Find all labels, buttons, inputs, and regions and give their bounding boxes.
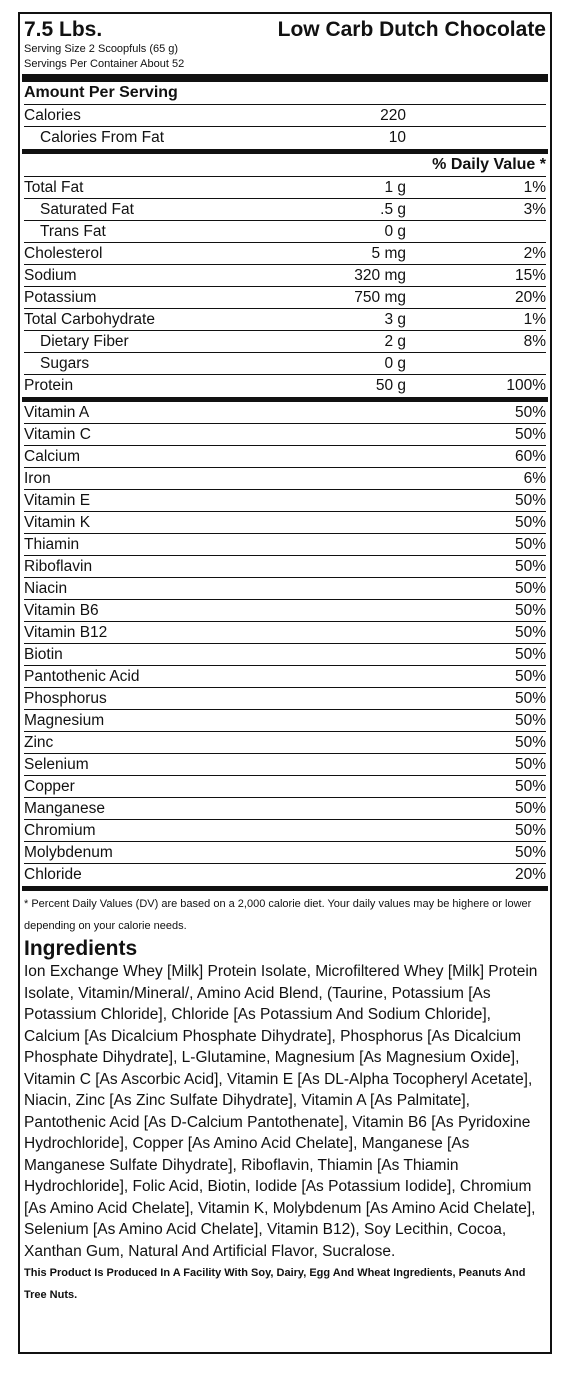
nutrient-name: Total Fat bbox=[24, 179, 84, 196]
nutrient-daily-value: 2% bbox=[523, 245, 546, 262]
vitamin-row bbox=[24, 776, 546, 798]
label-header bbox=[24, 14, 546, 42]
vitamin-name: Pantothenic Acid bbox=[24, 668, 140, 685]
amount-per-serving: Amount Per Serving bbox=[24, 82, 546, 105]
daily-value-footnote: * Percent Daily Values (DV) are based on a 2,000 calorie diet. Your daily values may be highere or lower depending on your calorie needs. bbox=[24, 898, 532, 932]
vitamin-daily-value: 50% bbox=[514, 778, 546, 795]
vitamin-daily-value: 50% bbox=[514, 756, 546, 773]
nutrient-amount: .5 g bbox=[380, 201, 406, 218]
vitamin-name: Manganese bbox=[24, 800, 106, 817]
vitamin-row bbox=[24, 600, 546, 622]
vitamin-name: Riboflavin bbox=[24, 558, 93, 575]
vitamin-name: Iron bbox=[24, 470, 51, 487]
vitamin-daily-value: 50% bbox=[514, 602, 546, 619]
net-weight: 7.5 Lbs. bbox=[24, 18, 103, 41]
calories-from-fat-row bbox=[24, 127, 546, 149]
nutrient-row bbox=[24, 375, 546, 397]
nutrient-name: Cholesterol bbox=[24, 245, 103, 262]
vitamin-row bbox=[24, 490, 546, 512]
vitamin-row bbox=[24, 402, 546, 424]
nutrient-name: Protein bbox=[24, 377, 74, 394]
allergen-statement: This Product Is Produced In A Facility With Soy, Dairy, Egg And Wheat Ingredients, Peanuts And Tree Nuts. bbox=[24, 1267, 526, 1301]
ingredients-title: Ingredients bbox=[24, 937, 138, 960]
vitamin-name: Biotin bbox=[24, 646, 63, 663]
vitamin-daily-value: 6% bbox=[523, 470, 546, 487]
vitamin-row bbox=[24, 578, 546, 600]
nutrient-amount: 2 g bbox=[384, 333, 406, 350]
calories-from-fat-value: 10 bbox=[388, 129, 406, 146]
nutrient-row bbox=[24, 331, 546, 353]
nutrient-daily-value: 1% bbox=[523, 311, 546, 328]
vitamin-name: Vitamin B6 bbox=[24, 602, 99, 619]
vitamin-daily-value: 50% bbox=[514, 580, 546, 597]
calories-from-fat-label: Calories From Fat bbox=[40, 129, 165, 146]
vitamin-name: Niacin bbox=[24, 580, 68, 597]
divider-medium bbox=[22, 886, 548, 891]
vitamin-name: Chloride bbox=[24, 866, 82, 883]
vitamin-row bbox=[24, 710, 546, 732]
vitamin-row bbox=[24, 424, 546, 446]
vitamin-daily-value: 50% bbox=[514, 426, 546, 443]
nutrient-daily-value: 100% bbox=[506, 377, 546, 394]
vitamin-daily-value: 50% bbox=[514, 646, 546, 663]
nutrient-amount: 0 g bbox=[384, 223, 406, 240]
nutrient-row bbox=[24, 309, 546, 331]
nutrient-name: Dietary Fiber bbox=[40, 333, 129, 350]
vitamin-name: Calcium bbox=[24, 448, 80, 465]
vitamin-daily-value: 50% bbox=[514, 492, 546, 509]
nutrient-row bbox=[24, 177, 546, 199]
vitamin-row bbox=[24, 842, 546, 864]
vitamin-name: Thiamin bbox=[24, 536, 80, 553]
nutrient-daily-value: 15% bbox=[514, 267, 546, 284]
nutrient-daily-value bbox=[406, 353, 546, 374]
vitamin-daily-value: 20% bbox=[514, 866, 546, 883]
vitamin-daily-value: 50% bbox=[514, 404, 546, 421]
nutrient-name: Sugars bbox=[40, 355, 90, 372]
vitamin-row bbox=[24, 556, 546, 578]
nutrient-amount: 1 g bbox=[384, 179, 406, 196]
calories-row bbox=[24, 105, 546, 127]
nutrient-name: Saturated Fat bbox=[40, 201, 134, 218]
vitamin-daily-value: 50% bbox=[514, 558, 546, 575]
ingredients-text: Ion Exchange Whey [Milk] Protein Isolate, Microfiltered Whey [Milk] Protein Isolate, Vitamin/Mineral/, Amino Acid Blend, (Taurine, Potassium [As Potassium Chloride], Chloride [As Potassium And Sodium Chloride], Calcium [As Dicalcium Phosphate Dihydrate], Phosphorus [As Dicalcium Phosphate Dihydrate], L-Glutamine, Magnesium [As Magnesium Oxide], Vitamin C [As Ascorbic Acid], Vitamin E [As DL-Alpha Tocopheryl Acetate], Niacin, Zinc [As Zinc Sulfate Dihydrate], Vitamin A [As Palmitate], Pantothenic Acid [As D-Calcium Pantothenate], Vitamin B6 [As Pyridoxine Hydrochloride], Copper [As Amino Acid Chelate], Manganese [As Manganese Sulfate Dihydrate], Riboflavin, Thiamin [As Thiamin Hydrochloride], Folic Acid, Biotin, Iodide [As Potassium Iodide], Chromium [As Amino Acid Chelate], Vitamin K, Molybdenum [As Amino Acid Chelate], Selenium [As Amino Acid Chelate], Vitamin B12), Soy Lecithin, Cocoa, Xanthan Gum, Natural And Artificial Flavor, Sucralose. bbox=[24, 963, 538, 1260]
vitamin-name: Selenium bbox=[24, 756, 89, 773]
divider-thick bbox=[22, 74, 548, 82]
flavor-name: Low Carb Dutch Chocolate bbox=[277, 18, 546, 41]
vitamin-row bbox=[24, 798, 546, 820]
calories-label: Calories bbox=[24, 107, 81, 124]
nutrient-amount: 0 g bbox=[384, 355, 406, 372]
nutrient-name: Trans Fat bbox=[40, 223, 106, 240]
nutrient-row bbox=[24, 287, 546, 309]
vitamin-row bbox=[24, 644, 546, 666]
nutrient-row bbox=[24, 221, 546, 243]
nutrient-name: Total Carbohydrate bbox=[24, 311, 155, 328]
vitamin-row bbox=[24, 732, 546, 754]
vitamin-name: Phosphorus bbox=[24, 690, 107, 707]
vitamin-row bbox=[24, 754, 546, 776]
serving-size: Serving Size 2 Scoopfuls (65 g) bbox=[24, 43, 179, 55]
nutrient-daily-value: 3% bbox=[523, 201, 546, 218]
vitamin-daily-value: 50% bbox=[514, 624, 546, 641]
vitamin-daily-value: 50% bbox=[514, 536, 546, 553]
nutrient-row bbox=[24, 243, 546, 265]
vitamin-name: Magnesium bbox=[24, 712, 105, 729]
vitamin-daily-value: 50% bbox=[514, 668, 546, 685]
vitamin-name: Vitamin E bbox=[24, 492, 91, 509]
vitamin-name: Vitamin B12 bbox=[24, 624, 108, 641]
vitamin-daily-value: 50% bbox=[514, 844, 546, 861]
vitamin-row bbox=[24, 622, 546, 644]
nutrient-amount: 50 g bbox=[375, 377, 406, 394]
vitamin-daily-value: 50% bbox=[514, 822, 546, 839]
nutrition-facts-panel bbox=[18, 12, 552, 1354]
vitamin-name: Copper bbox=[24, 778, 75, 795]
nutrient-daily-value: 1% bbox=[523, 179, 546, 196]
vitamin-row bbox=[24, 446, 546, 468]
vitamin-daily-value: 50% bbox=[514, 514, 546, 531]
nutrient-amount: 320 mg bbox=[354, 267, 406, 284]
vitamin-daily-value: 50% bbox=[514, 712, 546, 729]
vitamin-daily-value: 50% bbox=[514, 800, 546, 817]
calories-value: 220 bbox=[380, 107, 406, 124]
nutrient-amount: 5 mg bbox=[371, 245, 406, 262]
vitamin-daily-value: 60% bbox=[514, 448, 546, 465]
vitamin-table bbox=[24, 402, 546, 886]
nutrient-row bbox=[24, 265, 546, 287]
daily-value-header bbox=[24, 154, 546, 177]
vitamin-daily-value: 50% bbox=[514, 690, 546, 707]
vitamin-row bbox=[24, 864, 546, 886]
nutrient-amount: 3 g bbox=[384, 311, 406, 328]
nutrient-daily-value bbox=[406, 221, 546, 242]
nutrient-row bbox=[24, 353, 546, 375]
nutrient-daily-value: 20% bbox=[514, 289, 546, 306]
vitamin-row bbox=[24, 820, 546, 842]
nutrient-daily-value: 8% bbox=[523, 333, 546, 350]
nutrient-name: Sodium bbox=[24, 267, 77, 284]
nutrient-row bbox=[24, 199, 546, 221]
nutrient-name: Potassium bbox=[24, 289, 97, 306]
daily-value-label: % Daily Value * bbox=[432, 156, 546, 173]
nutrient-amount: 750 mg bbox=[354, 289, 406, 306]
vitamin-name: Vitamin K bbox=[24, 514, 91, 531]
vitamin-name: Vitamin C bbox=[24, 426, 91, 443]
vitamin-name: Vitamin A bbox=[24, 404, 90, 421]
vitamin-name: Molybdenum bbox=[24, 844, 113, 861]
vitamin-row bbox=[24, 688, 546, 710]
vitamin-daily-value: 50% bbox=[514, 734, 546, 751]
servings-per-container: Servings Per Container About 52 bbox=[24, 58, 185, 70]
vitamin-row bbox=[24, 468, 546, 490]
vitamin-row bbox=[24, 534, 546, 556]
vitamin-row bbox=[24, 666, 546, 688]
nutrient-table bbox=[24, 177, 546, 397]
vitamin-row bbox=[24, 512, 546, 534]
vitamin-name: Chromium bbox=[24, 822, 96, 839]
vitamin-name: Zinc bbox=[24, 734, 54, 751]
